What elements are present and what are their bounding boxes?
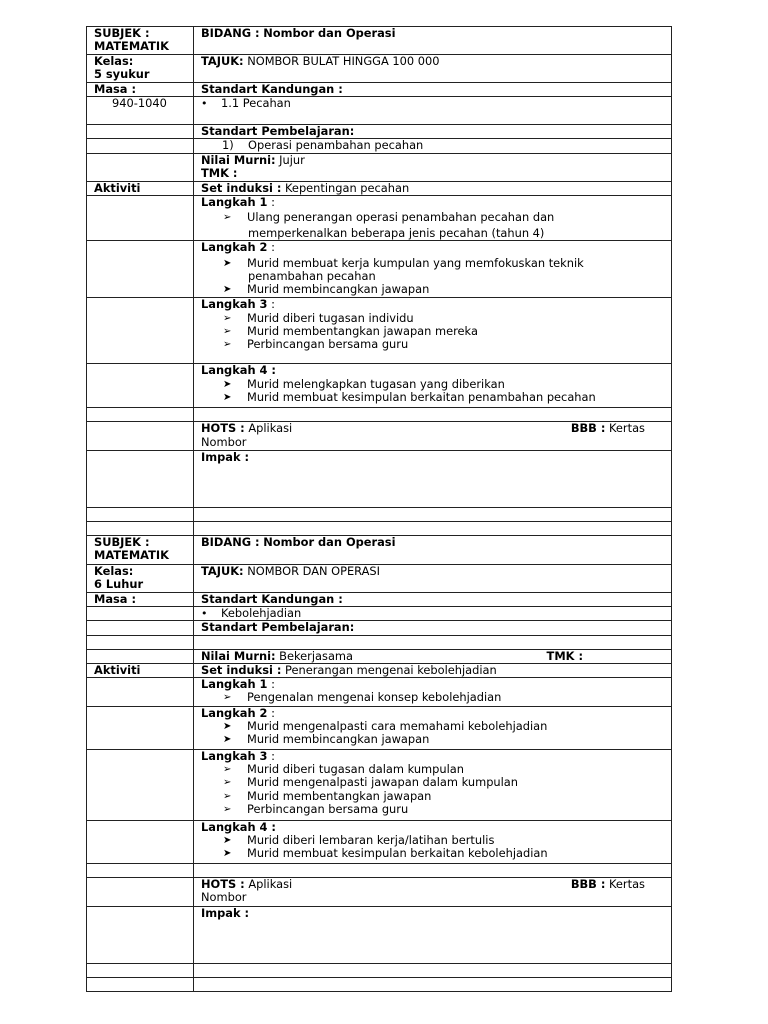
masa-label: Masa : (87, 83, 194, 97)
langkah-4-item: Murid membuat kesimpulan berkaitan penambahan pecahan (247, 389, 596, 404)
arrow-bullet-icon: ➤ (223, 721, 232, 733)
empty-cell (194, 522, 672, 536)
arrow-bullet-icon: ➢ (223, 777, 232, 789)
langkah-2-cell (194, 707, 672, 750)
arrow-bullet-icon: ➤ (223, 848, 232, 860)
masa-label: Masa : (87, 593, 194, 607)
colon: : (271, 297, 275, 312)
tmk-label: TMK : (201, 165, 238, 180)
standart-kandungan-label: Standart Kandungan : (194, 593, 672, 607)
bbb-label: BBB : (570, 877, 606, 892)
standart-kandungan-item: Kebolehjadian (221, 606, 302, 621)
nilai-tmk-cell (194, 153, 672, 181)
arrow-bullet-icon: ➢ (223, 803, 232, 815)
empty-cell (87, 649, 194, 663)
empty-cell (194, 864, 672, 878)
bbb-value: Kertas (609, 877, 645, 892)
standart-pembelajaran-label: Standart Pembelajaran: (194, 125, 672, 139)
arrow-bullet-icon: ➤ (223, 378, 232, 390)
empty-cell (87, 750, 194, 821)
empty-cell (87, 298, 194, 364)
colon: : (271, 677, 275, 692)
subjek-cell (87, 536, 194, 565)
empty-cell (87, 635, 194, 649)
tmk-label: TMK : (546, 649, 583, 663)
arrow-bullet-icon: ➤ (223, 391, 232, 403)
empty-cell (87, 139, 194, 153)
set-induksi-label: Set induksi : (201, 663, 282, 677)
langkah-2-item: Murid mengenalpasti cara memahami kebolehjadian (247, 719, 548, 734)
kelas-label: Kelas: (94, 564, 134, 578)
arrow-bullet-icon: ➢ (223, 212, 232, 224)
langkah-4-item: Murid membuat kesimpulan berkaitan kebolehjadian (247, 846, 548, 861)
tajuk-cell (194, 565, 672, 593)
subjek-cell (87, 27, 194, 55)
nilai-murni-value: Bekerjasama (279, 649, 353, 663)
nilai-murni-label: Nilai Murni: (201, 153, 276, 167)
langkah-3-item: Murid diberi tugasan individu (247, 310, 414, 325)
subjek-value: MATEMATIK (94, 39, 169, 54)
empty-cell (194, 978, 672, 992)
bbb-value: Kertas (609, 421, 645, 436)
langkah-1-label: Langkah 1 (201, 677, 268, 692)
empty-cell (87, 864, 194, 878)
langkah-1-cell (194, 678, 672, 707)
bidang-cell (194, 27, 672, 55)
lesson-plan-table-1 (86, 26, 672, 536)
kelas-label: Kelas: (94, 54, 134, 68)
hots-value-cont: Nombor (201, 890, 247, 905)
empty-cell (87, 522, 194, 536)
langkah-1-item-cont: memperkenalkan beberapa jenis pecahan (tahun 4) (248, 226, 545, 241)
empty-cell (194, 508, 672, 522)
set-induksi-value: Kepentingan pecahan (285, 181, 410, 195)
langkah-3-item: Perbincangan bersama guru (247, 337, 409, 352)
kelas-cell (87, 55, 194, 83)
nilai-tmk-cell (194, 649, 672, 663)
langkah-1-cell (194, 195, 672, 241)
empty-cell (87, 153, 194, 181)
langkah-4-item: Murid diberi lembaran kerja/latihan bertulis (247, 833, 495, 848)
arrow-bullet-icon: ➢ (223, 325, 232, 337)
hots-value-cont: Nombor (201, 434, 247, 449)
empty-cell (87, 451, 194, 508)
kelas-value: 6 Luhur (94, 577, 144, 592)
colon: : (271, 706, 275, 721)
tajuk-label: TAJUK: (201, 564, 244, 578)
empty-cell (87, 408, 194, 422)
empty-cell (87, 364, 194, 408)
langkah-3-cell (194, 298, 672, 364)
langkah-4-cell (194, 821, 672, 864)
langkah-1-item: Pengenalan mengenai konsep kebolehjadian (247, 690, 502, 705)
langkah-3-cell (194, 750, 672, 821)
bidang-value: Nombor dan Operasi (263, 535, 396, 549)
empty-cell (87, 422, 194, 451)
langkah-2-label: Langkah 2 (201, 706, 268, 721)
langkah-3-label: Langkah 3 (201, 749, 268, 764)
empty-cell (87, 707, 194, 750)
empty-cell (87, 978, 194, 992)
empty-cell (87, 821, 194, 864)
arrow-bullet-icon: ➤ (223, 835, 232, 847)
standart-pembelajaran-cell (194, 139, 672, 153)
standart-pembelajaran-label: Standart Pembelajaran: (194, 621, 672, 635)
empty-cell (87, 508, 194, 522)
empty-cell (87, 964, 194, 978)
empty-cell (87, 195, 194, 241)
standart-kandungan-item: 1.1 Pecahan (221, 96, 291, 111)
hots-label: HOTS : (201, 421, 245, 436)
list-number: 1) (222, 138, 234, 153)
standart-pembelajaran-item: Operasi penambahan pecahan (248, 138, 424, 153)
hots-label: HOTS : (201, 877, 245, 892)
langkah-4-label: Langkah 4 : (201, 363, 276, 378)
set-induksi-cell (194, 663, 672, 677)
langkah-3-item: Murid mengenalpasti jawapan dalam kumpulan (247, 775, 519, 790)
langkah-3-item: Murid membentangkan jawapan mereka (247, 323, 478, 338)
standart-kandungan-label: Standart Kandungan : (194, 83, 672, 97)
bidang-value: Nombor dan Operasi (263, 26, 396, 40)
arrow-bullet-icon: ➢ (223, 312, 232, 324)
tajuk-label: TAJUK: (201, 54, 244, 68)
langkah-2-item-cont: penambahan pecahan (248, 268, 376, 283)
bidang-label: BIDANG : (201, 26, 260, 40)
bullet-icon: • (201, 97, 208, 111)
standart-kandungan-cell (194, 607, 672, 621)
aktiviti-label: Aktiviti (87, 663, 194, 677)
hots-value: Aplikasi (248, 877, 293, 892)
subjek-label: SUBJEK : (94, 26, 150, 40)
langkah-2-cell (194, 241, 672, 298)
empty-cell (87, 621, 194, 635)
empty-cell (87, 878, 194, 907)
set-induksi-label: Set induksi : (201, 181, 282, 195)
tajuk-value: NOMBOR DAN OPERASI (247, 564, 381, 578)
nilai-murni-label: Nilai Murni: (201, 649, 276, 663)
kelas-cell (87, 565, 194, 593)
empty-cell (87, 241, 194, 298)
tajuk-cell (194, 55, 672, 83)
langkah-1-label: Langkah 1 (201, 195, 268, 209)
empty-cell (87, 907, 194, 964)
langkah-3-item: Murid diberi tugasan dalam kumpulan (247, 762, 464, 777)
arrow-bullet-icon: ➢ (223, 339, 232, 351)
subjek-label: SUBJEK : (94, 535, 150, 549)
impak-label: Impak : (194, 907, 672, 964)
subjek-value: MATEMATIK (94, 548, 169, 563)
bidang-label: BIDANG : (201, 535, 260, 549)
lesson-plan-table-2 (86, 535, 672, 992)
hots-value: Aplikasi (248, 421, 293, 436)
langkah-2-item: Murid membincangkan jawapan (247, 732, 430, 747)
empty-cell (87, 125, 194, 139)
empty-cell (87, 678, 194, 707)
bidang-cell (194, 536, 672, 565)
kelas-value: 5 syukur (94, 67, 150, 82)
langkah-1-item: Ulang penerangan operasi penambahan pecahan dan (247, 210, 555, 225)
tajuk-value: NOMBOR BULAT HINGGA 100 000 (247, 54, 440, 68)
set-induksi-value: Penerangan mengenai kebolehjadian (285, 663, 497, 677)
arrow-bullet-icon: ➤ (223, 734, 232, 746)
set-induksi-cell (194, 181, 672, 195)
masa-value: 940-1040 (87, 97, 194, 125)
langkah-4-label: Langkah 4 : (201, 820, 276, 835)
arrow-bullet-icon: ➢ (223, 790, 232, 802)
colon: : (271, 240, 275, 255)
empty-cell (194, 635, 672, 649)
arrow-bullet-icon: ➢ (223, 692, 232, 704)
hots-bbb-cell (194, 422, 672, 451)
hots-bbb-cell (194, 878, 672, 907)
arrow-bullet-icon: ➢ (223, 764, 232, 776)
standart-kandungan-cell (194, 97, 672, 125)
langkah-2-item: Murid membuat kerja kumpulan yang memfokuskan teknik (247, 255, 584, 270)
langkah-2-item: Murid membincangkan jawapan (247, 282, 430, 297)
impak-label: Impak : (194, 451, 672, 508)
empty-cell (194, 408, 672, 422)
langkah-3-label: Langkah 3 (201, 297, 268, 312)
bullet-icon: • (201, 607, 208, 621)
arrow-bullet-icon: ➤ (223, 284, 232, 296)
langkah-4-item: Murid melengkapkan tugasan yang diberikan (247, 376, 505, 391)
aktiviti-label: Aktiviti (87, 181, 194, 195)
langkah-4-cell (194, 364, 672, 408)
langkah-3-item: Perbincangan bersama guru (247, 801, 409, 816)
empty-cell (194, 964, 672, 978)
langkah-3-item: Murid membentangkan jawapan (247, 788, 432, 803)
colon: : (271, 749, 275, 764)
arrow-bullet-icon: ➤ (223, 257, 232, 269)
colon: : (271, 195, 275, 209)
nilai-murni-value: Jujur (279, 153, 305, 167)
bbb-label: BBB : (570, 421, 606, 436)
langkah-2-label: Langkah 2 (201, 240, 268, 255)
empty-cell (87, 607, 194, 621)
